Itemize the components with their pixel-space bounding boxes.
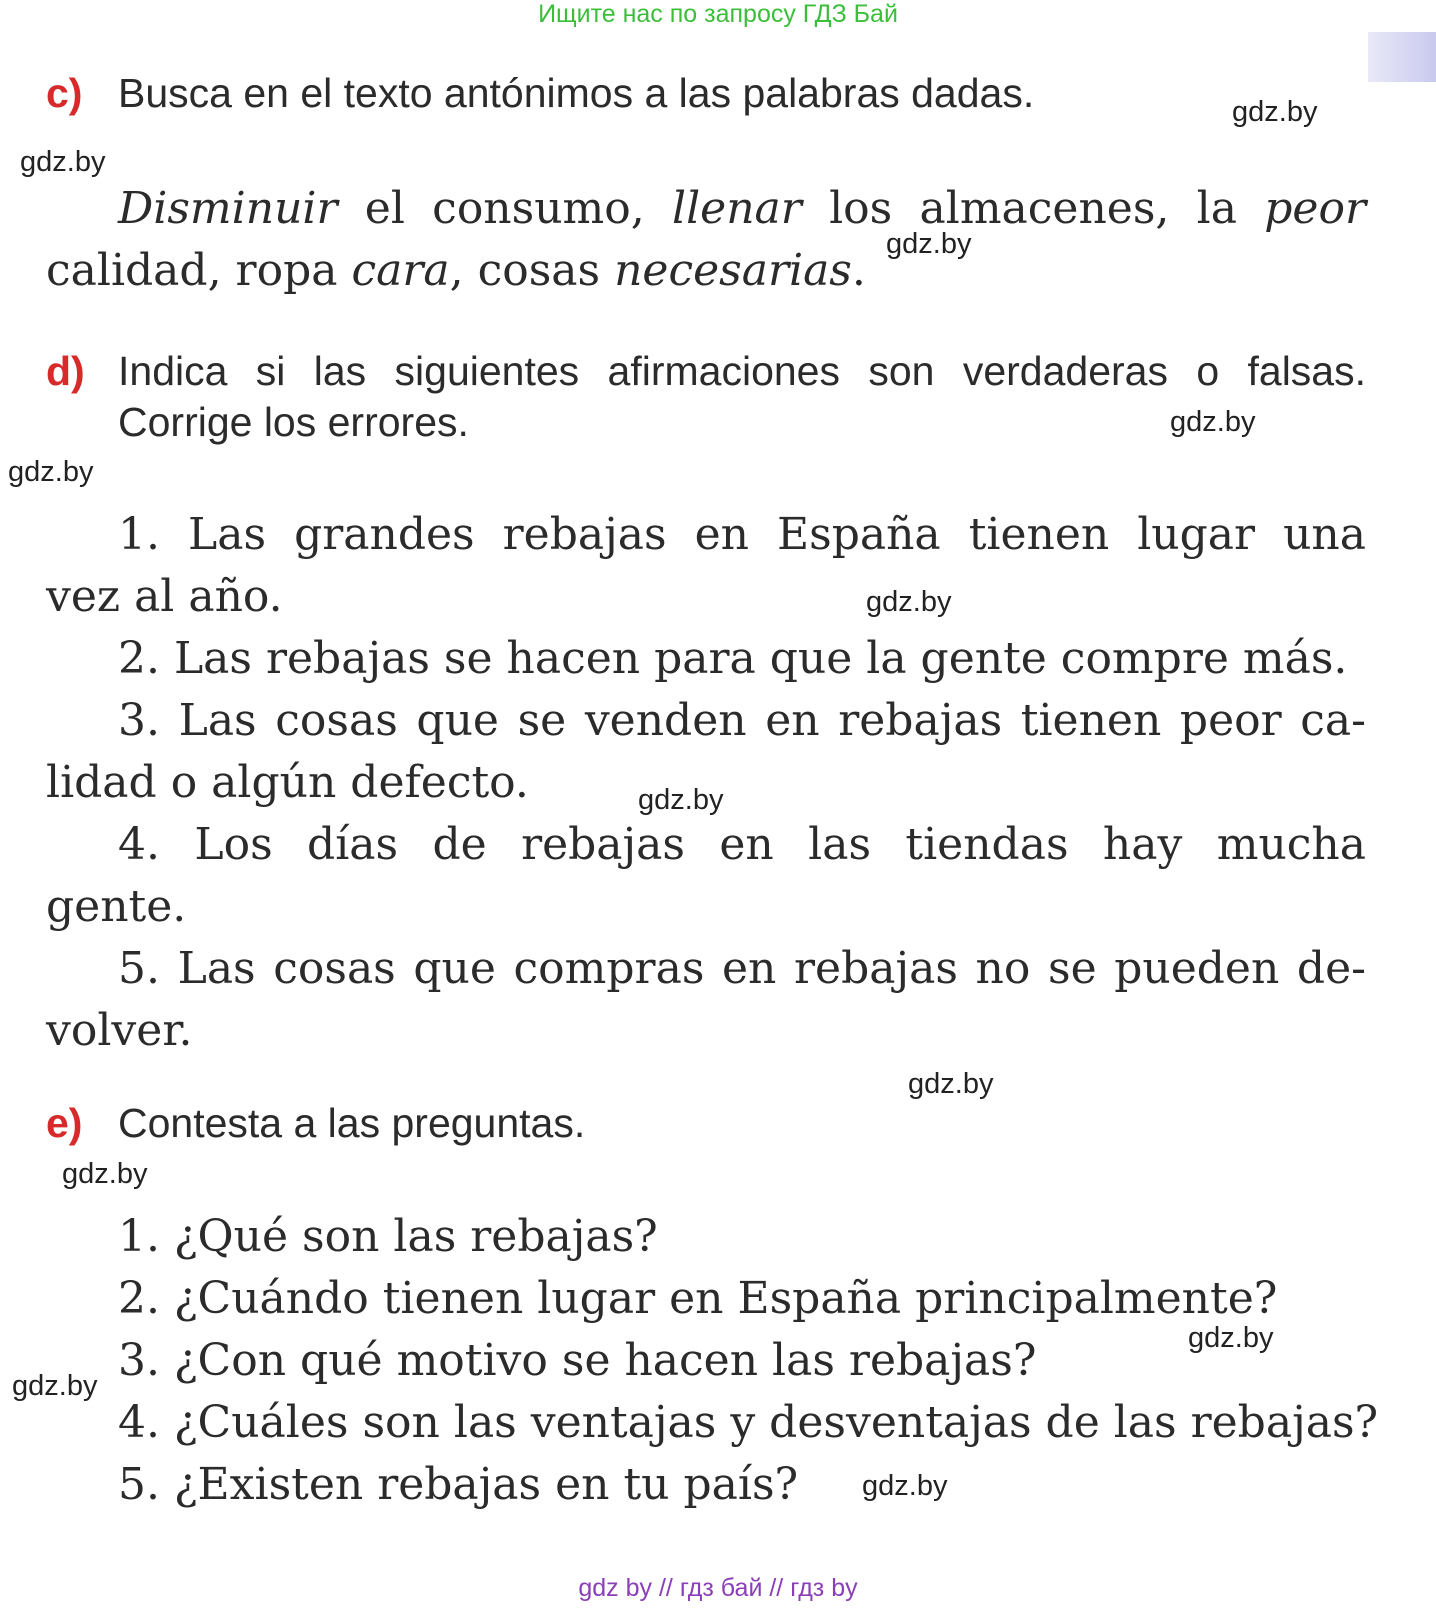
question-5: 5. ¿Existen rebajas en tu país? <box>118 1459 799 1510</box>
text-fragment: los almacenes, la <box>801 183 1265 234</box>
statement-5-line-2: volver. <box>46 1005 193 1056</box>
watermark: gdz.by <box>866 586 952 618</box>
task-d-heading <box>46 348 1366 446</box>
task-d-letter: d) <box>46 348 85 394</box>
statement-3-line-1: 3. Las cosas que se venden en rebajas tienen peor ca- <box>118 695 1366 746</box>
watermark: gdz.by <box>62 1158 148 1190</box>
task-d-instruction: Indica si las siguientes afirmaciones son verdaderas o falsas. <box>118 348 1366 394</box>
question-2: 2. ¿Cuándo tienen lugar en España principalmente? <box>118 1273 1278 1324</box>
watermark: gdz.by <box>8 456 94 488</box>
statement-2: 2. Las rebajas se hacen para que la gente compre más. <box>118 633 1348 684</box>
task-d-instruction-line-1 <box>46 348 1366 395</box>
question-4: 4. ¿Cuáles son las ventajas y desventajas de las rebajas? <box>118 1397 1379 1448</box>
watermark: gdz.by <box>908 1068 994 1100</box>
top-banner: Ищите нас по запросу ГДЗ Бай <box>538 0 898 28</box>
text-fragment: calidad, ropa <box>46 245 352 296</box>
statement-5-line-1: 5. Las cosas que compras en rebajas no se pueden de- <box>118 943 1366 994</box>
statement-4-line-1: 4. Los días de rebajas en las tiendas hay mucha <box>118 819 1366 870</box>
task-e-questions <box>46 1206 1379 1516</box>
statement-1-line-1: 1. Las grandes rebajas en España tienen lugar una <box>118 509 1366 560</box>
watermark: gdz.by <box>862 1470 948 1502</box>
page-corner-tab <box>1368 32 1436 82</box>
watermark: gdz.by <box>1232 96 1318 128</box>
word-peor: peor <box>1264 183 1366 234</box>
watermark: gdz.by <box>1170 406 1256 438</box>
footer-links: gdz by // гдз бай // гдз by <box>578 1574 858 1602</box>
task-c-letter: c) <box>46 70 83 116</box>
watermark: gdz.by <box>20 146 106 178</box>
watermark: gdz.by <box>886 228 972 260</box>
task-c-instruction: Busca en el texto antónimos a las palabras dadas. <box>118 70 1035 116</box>
task-c-heading <box>46 70 1366 117</box>
task-e-heading <box>46 1100 1366 1147</box>
text-fragment: el consumo, <box>337 183 673 234</box>
statement-3-line-2: lidad o algún defecto. <box>46 757 529 808</box>
task-d-instruction-line-2: Corrige los errores. <box>118 399 469 445</box>
text-fragment: , cosas <box>449 245 615 296</box>
task-e-instruction: Contesta a las preguntas. <box>118 1100 586 1146</box>
task-c-text <box>46 178 1366 302</box>
word-disminuir: Disminuir <box>118 183 338 234</box>
task-d-statements <box>46 504 1366 1062</box>
word-llenar: llenar <box>672 183 802 234</box>
statement-1-line-2: vez al año. <box>46 571 283 622</box>
watermark: gdz.by <box>12 1370 98 1402</box>
text-fragment: . <box>851 245 866 296</box>
word-necesarias: necesarias <box>614 245 852 296</box>
word-cara: cara <box>351 245 450 296</box>
task-c-line-1 <box>46 178 1366 240</box>
task-e-letter: e) <box>46 1100 83 1146</box>
watermark: gdz.by <box>638 784 724 816</box>
question-1: 1. ¿Qué son las rebajas? <box>118 1211 658 1262</box>
question-3: 3. ¿Con qué motivo se hacen las rebajas? <box>118 1335 1037 1386</box>
statement-4-line-2: gente. <box>46 881 187 932</box>
task-c-line-2 <box>46 240 1366 302</box>
watermark: gdz.by <box>1188 1322 1274 1354</box>
